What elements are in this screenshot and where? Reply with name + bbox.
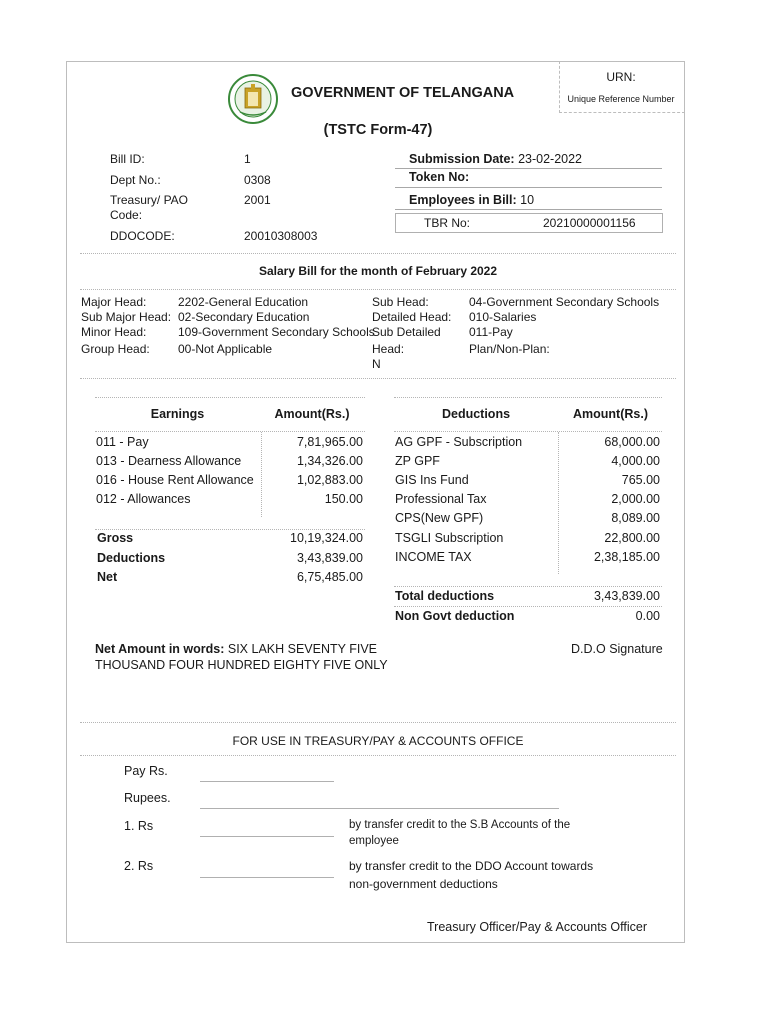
tbr-label: TBR No:: [424, 216, 471, 230]
earnings-amount-header: Amount(Rs.): [274, 407, 350, 421]
divider: [394, 586, 662, 587]
net-amount-words-value: SIX LAKH SEVENTY FIVE: [227, 642, 378, 656]
sub-major-head-value: 02-Secondary Education: [178, 310, 310, 324]
earning-label: 016 - House Rent Allowance: [96, 473, 254, 487]
sub-major-head-label: Sub Major Head:: [81, 310, 172, 324]
earning-label: 011 - Pay: [96, 435, 149, 449]
minor-head-value: 109-Government Secondary Schools: [178, 325, 375, 339]
major-head-label: Major Head:: [81, 295, 147, 309]
earning-amount: 7,81,965.00: [296, 435, 363, 449]
deduction-amount: 8,089.00: [611, 511, 660, 525]
deduction-label: TSGLI Subscription: [395, 531, 504, 545]
treasury-section-title: FOR USE IN TREASURY/PAY & ACCOUNTS OFFICE: [232, 734, 524, 748]
bill-id-value: 1: [244, 152, 251, 166]
telangana-emblem-logo: [228, 74, 278, 124]
treasury-code-label-2: Code:: [110, 208, 143, 222]
detailed-head-label: Detailed Head:: [372, 310, 452, 324]
earning-label: 013 - Dearness Allowance: [96, 454, 242, 468]
urn-label: URN:: [606, 70, 636, 84]
ddocode-value: 20010308003: [244, 229, 318, 243]
deduction-amount: 765.00: [621, 473, 660, 487]
item1-text-line2: employee: [349, 835, 399, 847]
divider: [394, 397, 662, 398]
sub-detailed-label: Sub Detailed: [372, 325, 441, 339]
deduction-amount: 4,000.00: [611, 454, 660, 468]
employees-value: 10: [520, 193, 535, 207]
net-amount-words-line1: [95, 642, 377, 656]
item2-text-line2: non-government deductions: [349, 877, 498, 891]
employees-in-bill: [409, 193, 534, 207]
deduction-label: INCOME TAX: [395, 550, 472, 564]
item1-text-line1: by transfer credit to the S.B Accounts of the: [349, 819, 571, 831]
submission-date-label: Submission Date:: [409, 152, 515, 166]
sub-head-value: 04-Government Secondary Schools: [469, 295, 660, 309]
salary-bill-title: Salary Bill for the month of February 2022: [258, 264, 498, 278]
group-head-value: 00-Not Applicable: [178, 342, 273, 356]
deduction-label: Professional Tax: [395, 492, 487, 506]
net-amount: 6,75,485.00: [296, 570, 363, 584]
divider: [395, 209, 662, 210]
major-head-value: 2202-General Education: [178, 295, 309, 309]
divider: [80, 289, 676, 290]
urn-caption: Unique Reference Number: [567, 94, 675, 104]
item2-label: 2. Rs: [124, 859, 154, 873]
deduction-label: GIS Ins Fund: [395, 473, 469, 487]
divider: [395, 168, 662, 169]
tbr-value: 20210000001156: [543, 216, 636, 230]
divider: [80, 253, 676, 254]
deduction-label: CPS(New GPF): [395, 511, 484, 525]
divider: [95, 431, 365, 432]
net-amount-words-label: Net Amount in words:: [95, 642, 225, 656]
rupees-label: Rupees.: [124, 791, 171, 805]
gross-amount: 10,19,324.00: [290, 531, 363, 545]
item1-blank-line: [200, 836, 334, 837]
divider: [80, 755, 676, 756]
earning-amount: 1,02,883.00: [296, 473, 363, 487]
treasury-code-label: Treasury/ PAO: [110, 193, 189, 207]
divider: [95, 397, 365, 398]
deduction-amount: 22,800.00: [604, 531, 660, 545]
earnings-header: Earnings: [150, 407, 205, 421]
deductions-total-label: Deductions: [97, 551, 166, 565]
item2-text-line1: by transfer credit to the DDO Account towards: [349, 859, 594, 873]
treasury-code-value: 2001: [244, 193, 271, 207]
divider: [394, 606, 662, 607]
deduction-label: ZP GPF: [395, 454, 440, 468]
submission-date-value: 23-02-2022: [518, 152, 583, 166]
total-deductions-label: Total deductions: [395, 589, 495, 603]
total-deductions-amount: 3,43,839.00: [593, 589, 660, 603]
net-amount-words-line2: THOUSAND FOUR HUNDRED EIGHTY FIVE ONLY: [95, 658, 388, 672]
employees-label: Employees in Bill:: [409, 193, 517, 207]
treasury-officer-signature: Treasury Officer/Pay & Accounts Officer: [427, 920, 647, 934]
sub-detailed-value: 011-Pay: [469, 325, 513, 339]
sub-head-label: Sub Head:: [372, 295, 429, 309]
non-govt-deduction-label: Non Govt deduction: [395, 609, 515, 623]
pay-rs-blank-line: [200, 781, 334, 782]
pay-rs-label: Pay Rs.: [124, 764, 168, 778]
government-title: GOVERNMENT OF TELANGANA: [291, 85, 515, 101]
non-govt-deduction-amount: 0.00: [635, 609, 660, 623]
divider: [80, 722, 676, 723]
item1-label: 1. Rs: [124, 819, 154, 833]
ddocode-label: DDOCODE:: [110, 229, 175, 243]
item2-blank-line: [200, 877, 334, 878]
deduction-amount: 68,000.00: [604, 435, 660, 449]
minor-head-label: Minor Head:: [81, 325, 147, 339]
dept-no-value: 0308: [244, 173, 271, 187]
divider: [95, 529, 365, 530]
earning-amount: 150.00: [324, 492, 363, 506]
rupees-blank-line: [200, 808, 559, 809]
deduction-amount: 2,38,185.00: [593, 550, 660, 564]
deductions-total-amount: 3,43,839.00: [296, 551, 363, 565]
divider: [394, 431, 662, 432]
dept-no-label: Dept No.:: [110, 173, 161, 187]
divider: [80, 378, 676, 379]
form-title: (TSTC Form-47): [323, 122, 433, 138]
token-label: Token No:: [409, 170, 470, 184]
submission-date: [409, 152, 582, 166]
plan-non-plan-label: Plan/Non-Plan:: [469, 342, 550, 356]
bill-id-label: Bill ID:: [110, 152, 145, 166]
urn-box: [559, 61, 685, 113]
deductions-header: Deductions: [441, 407, 511, 421]
earning-amount: 1,34,326.00: [296, 454, 363, 468]
deductions-amount-header: Amount(Rs.): [573, 407, 648, 421]
earning-label: 012 - Allowances: [96, 492, 191, 506]
head-label: Head:: [372, 342, 405, 356]
detailed-head-value: 010-Salaries: [469, 310, 537, 324]
ddo-signature: D.D.O Signature: [571, 642, 663, 656]
deduction-label: AG GPF - Subscription: [395, 435, 523, 449]
gross-label: Gross: [97, 531, 134, 545]
net-label: Net: [97, 570, 118, 584]
group-head-label: Group Head:: [81, 342, 150, 356]
deduction-amount: 2,000.00: [611, 492, 660, 506]
plan-non-plan-value: N: [372, 357, 381, 371]
divider: [395, 187, 662, 188]
